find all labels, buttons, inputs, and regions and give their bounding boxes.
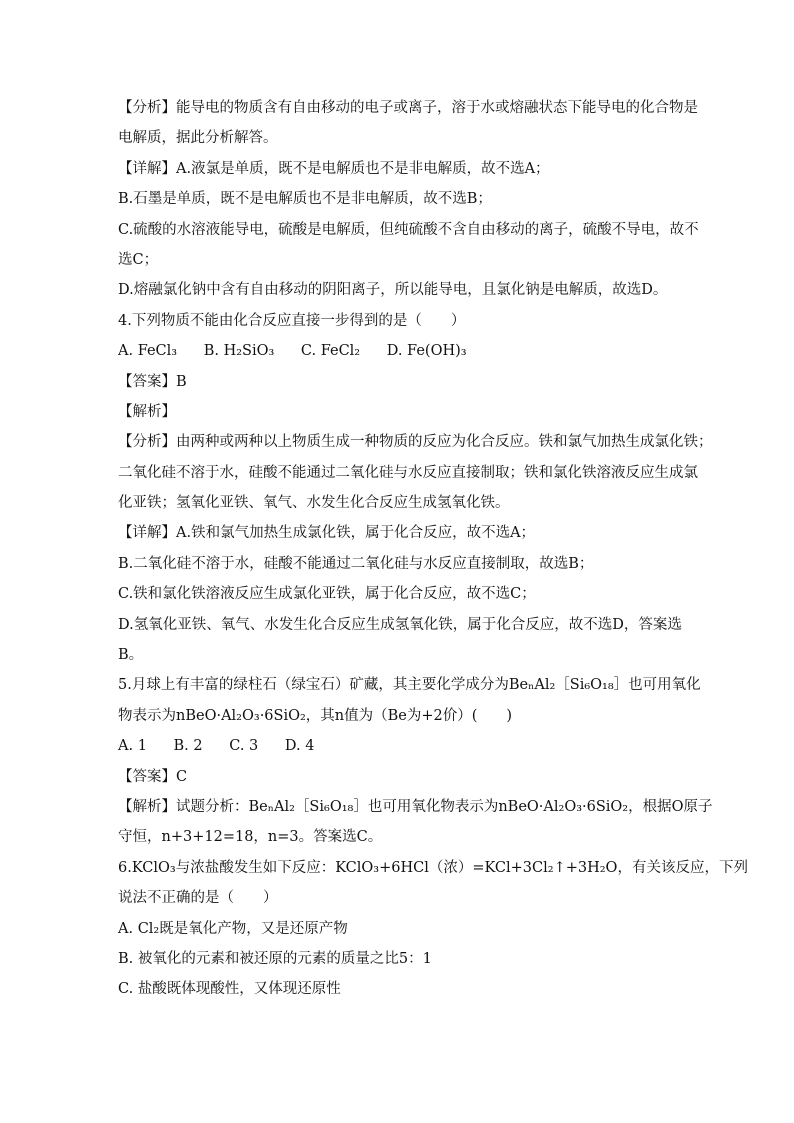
paragraph-line: 【详解】A.铁和氯气加热生成氯化铁，属于化合反应，故不选A； bbox=[118, 525, 536, 542]
option-c: C. 盐酸既体现酸性，又体现还原性 bbox=[118, 981, 341, 998]
paragraph-line: 【详解】A.液氯是单质，既不是电解质也不是非电解质，故不选A； bbox=[118, 160, 550, 177]
option-a: A. Cl₂既是氧化产物，又是还原产物 bbox=[118, 920, 348, 937]
paragraph-line: D.熔融氯化钠中含有自由移动的阴阳离子，所以能导电，且氯化钠是电解质，故选D。 bbox=[118, 282, 668, 299]
question-6-stem: 说法不正确的是（ ） bbox=[118, 890, 278, 907]
paragraph-line: 电解质，据此分析解答。 bbox=[118, 130, 278, 147]
paragraph-line: B.石墨是单质，既不是电解质也不是非电解质，故不选B； bbox=[118, 191, 492, 208]
question-6-stem: 6.KClO₃与浓盐酸发生如下反应：KClO₃+6HCl（浓）=KCl+3Cl₂↑+3H₂O，有关该反应，下列 bbox=[118, 859, 748, 876]
option-b: B. 2 bbox=[173, 738, 203, 755]
paragraph-line: B.二氧化硅不溶于水，硅酸不能通过二氧化硅与水反应直接制取，故选B； bbox=[118, 555, 594, 572]
paragraph-line: D.氢氧化亚铁、氧气、水发生化合反应生成氢氧化铁，属于化合反应，故不选D，答案选 bbox=[118, 616, 682, 633]
paragraph-line: 化亚铁；氢氧化亚铁、氧气、水发生化合反应生成氢氧化铁。 bbox=[118, 495, 510, 512]
document-body bbox=[118, 98, 748, 1010]
paragraph-line: 选C； bbox=[118, 251, 159, 268]
question-5-stem: 物表示为nBeO·Al₂O₃·6SiO₂，其n值为（Be为+2价）( ) bbox=[118, 707, 513, 724]
paragraph-line: 【解析】试题分析：BeₙAl₂［Si₆O₁₈］也可用氧化物表示为nBeO·Al₂O₃·6SiO₂，根据O原子 bbox=[118, 798, 713, 815]
option-c: C. 3 bbox=[229, 738, 259, 755]
question-5-stem: 5.月球上有丰富的绿柱石（绿宝石）矿藏，其主要化学成分为BeₙAl₂［Si₆O₁₈］也可用氧化 bbox=[118, 677, 701, 694]
option-a: A. FeCl₃ bbox=[118, 343, 178, 360]
paragraph-line: C.铁和氯化铁溶液反应生成氯化亚铁，属于化合反应，故不选C； bbox=[118, 586, 536, 603]
paragraph-line: 【分析】能导电的物质含有自由移动的电子或离子，溶于水或熔融状态下能导电的化合物是 bbox=[118, 100, 698, 116]
option-d: D. 4 bbox=[284, 738, 315, 755]
paragraph-line: 【分析】由两种或两种以上物质生成一种物质的反应为化合反应。铁和氯气加热生成氯化铁； bbox=[118, 434, 713, 451]
paragraph-line: 二氧化硅不溶于水，硅酸不能通过二氧化硅与水反应直接制取；铁和氯化铁溶液反应生成氯 bbox=[118, 464, 698, 481]
paragraph-line: C.硫酸的水溶液能导电，硫酸是电解质，但纯硫酸不含自由移动的离子，硫酸不导电，故不 bbox=[118, 221, 699, 238]
question-5-options bbox=[118, 736, 678, 756]
question-4-stem: 4.下列物质不能由化合反应直接一步得到的是（ ） bbox=[118, 312, 466, 329]
question-4-options bbox=[118, 341, 678, 361]
answer-line: 【答案】C bbox=[118, 768, 188, 785]
paragraph-line: B。 bbox=[118, 647, 144, 664]
paragraph-line: 守恒，n+3+12=18，n=3。答案选C。 bbox=[118, 829, 383, 846]
analysis-heading: 【解析】 bbox=[118, 403, 176, 420]
option-d: D. Fe(OH)₃ bbox=[386, 343, 467, 360]
option-c: C. FeCl₂ bbox=[300, 343, 361, 360]
option-b: B. H₂SiO₃ bbox=[203, 343, 275, 360]
option-b: B. 被氧化的元素和被还原的元素的质量之比5：1 bbox=[118, 950, 432, 967]
answer-line: 【答案】B bbox=[118, 373, 187, 390]
option-a: A. 1 bbox=[118, 738, 147, 755]
